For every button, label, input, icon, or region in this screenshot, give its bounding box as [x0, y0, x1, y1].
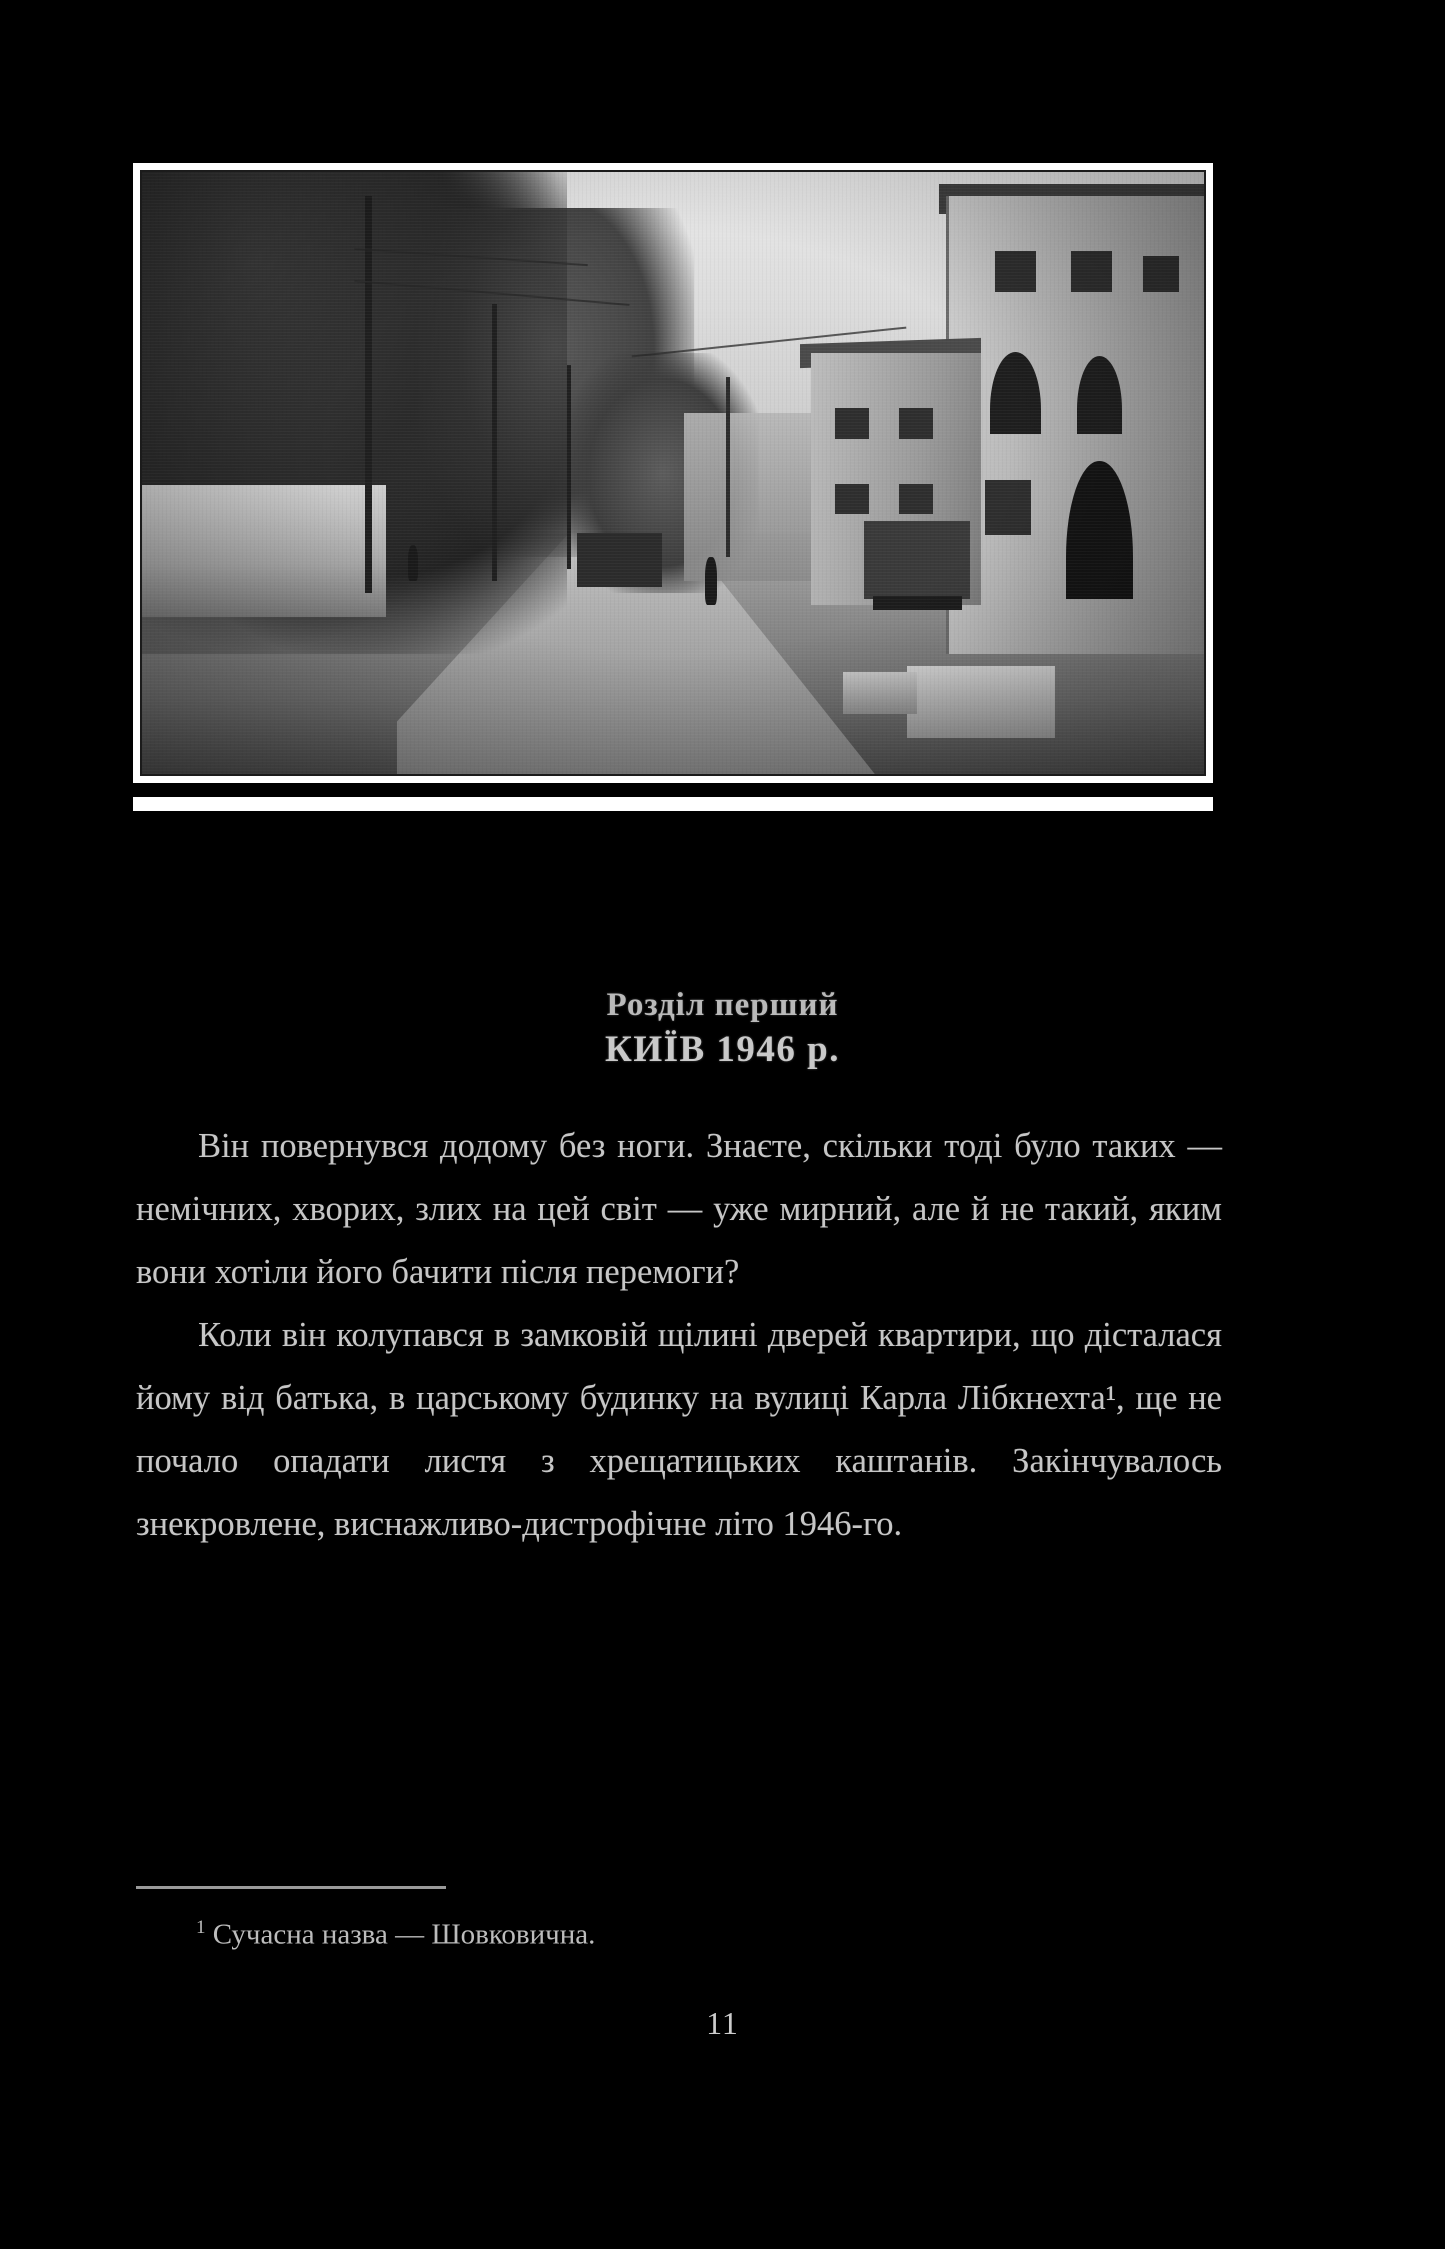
page-number: 11 [706, 2005, 739, 2041]
paragraph-2: Коли він колупався в замковій щілині дверей квартири, що дісталася йому від батька, в царському будинку на вулиці Карла Лібкнехта¹, ще не почало опадати листя з хрещатицьких каштанів. Закінчувалось знекровлене, виснажливо-дистрофічне літо 1946-го. [136, 1316, 1222, 1543]
photo-window [995, 251, 1036, 292]
footnote-block [136, 1886, 1222, 1955]
footnote-text [136, 1915, 1222, 1955]
chapter-kicker: Розділ перший [606, 987, 839, 1023]
photo-building-far [684, 413, 811, 582]
photo-truck [864, 521, 970, 599]
photo-doorway [1066, 461, 1132, 598]
photo-window [835, 484, 869, 514]
photo-wall [142, 485, 386, 617]
footnote-marker: 1 [196, 1917, 206, 1938]
photo-window [899, 484, 933, 514]
photo-window [1143, 256, 1179, 293]
photo-rubble [907, 666, 1056, 738]
figure-block [133, 163, 1213, 811]
photo-pedestrian [705, 557, 717, 605]
photo-pole [492, 304, 497, 581]
photo-arch-window [990, 352, 1041, 434]
photo-window [985, 480, 1031, 535]
photo-window [899, 408, 933, 438]
photo-pole [726, 377, 730, 558]
footnote-separator [136, 1886, 446, 1889]
photo-pole [365, 196, 372, 593]
photo-building-main [946, 196, 1204, 654]
photo-pole [567, 365, 571, 570]
photo-arch-window [1077, 356, 1123, 434]
street-photograph [140, 170, 1206, 776]
footnote-content: Сучасна назва — Шовковична. [212, 1918, 596, 1951]
photo-pedestrian [408, 545, 419, 581]
chapter-title: КИЇВ 1946 р. [604, 1029, 840, 1071]
photo-window [1071, 251, 1112, 292]
photo-truck [577, 533, 662, 587]
paragraph-1: Він повернувся додому без ноги. Знаєте, скільки тоді було таких — немічних, хворих, злих на цей світ — уже мирний, але й не такий, яким вони хотіли його бачити після перемоги? [136, 1127, 1222, 1291]
figure-rule [133, 797, 1213, 811]
photo-frame [133, 163, 1213, 783]
chapter-heading-block [0, 985, 1445, 1072]
photo-rubble [843, 672, 917, 714]
body-text [136, 1115, 1222, 1556]
photo-window [835, 408, 869, 438]
